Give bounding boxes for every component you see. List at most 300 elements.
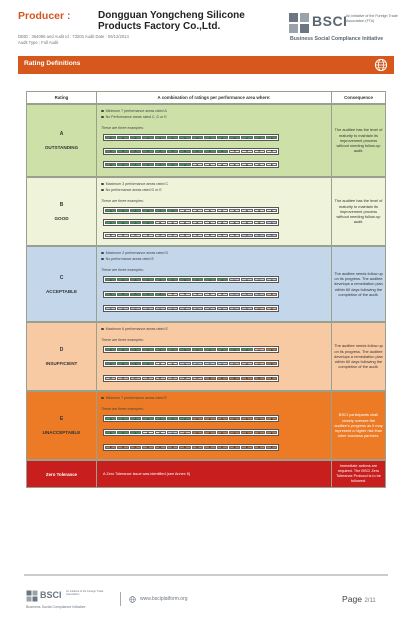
criteria-item bbox=[101, 115, 167, 119]
rating-box: D bbox=[167, 377, 178, 380]
rating-box: B bbox=[167, 362, 178, 365]
rating-box: A bbox=[167, 163, 178, 166]
rating-box: B bbox=[142, 431, 153, 434]
consequence-cell: The auditee has the level of maturity to maintain its improvement process without needing follow-up audit. bbox=[332, 105, 385, 176]
section-title-bar bbox=[18, 56, 394, 74]
rating-box: B bbox=[266, 209, 277, 212]
example-sequence bbox=[103, 291, 279, 298]
rating-box: B bbox=[204, 221, 215, 224]
zero-tolerance-label: Zero Tolerance bbox=[27, 461, 97, 487]
rating-box: A bbox=[117, 348, 128, 351]
rating-box: B bbox=[192, 163, 203, 166]
rating-box: A bbox=[204, 150, 215, 153]
rating-box: A bbox=[167, 136, 178, 139]
rating-box: A bbox=[117, 362, 128, 365]
rating-box: D bbox=[266, 293, 277, 296]
zero-tolerance-consequence: Immediate actions are required. The BSCI Zero Tolerance Protocol is to be followed. bbox=[332, 461, 385, 487]
bullet-icon bbox=[101, 328, 104, 331]
rating-box: B bbox=[179, 209, 190, 212]
rating-box: A bbox=[179, 150, 190, 153]
rating-box: C bbox=[266, 221, 277, 224]
rating-box: B bbox=[204, 209, 215, 212]
example-sequence bbox=[103, 232, 279, 239]
rating-box: C bbox=[217, 362, 228, 365]
zero-tolerance-criteria-cell bbox=[97, 461, 332, 487]
rating-box: B bbox=[217, 163, 228, 166]
rating-box: E bbox=[217, 446, 228, 449]
combination-cell bbox=[97, 105, 332, 176]
criteria-text: Minimum 7 performance areas rated A bbox=[105, 109, 167, 113]
rating-box: E bbox=[266, 417, 277, 420]
rating-box: D bbox=[130, 377, 141, 380]
rating-letter: C bbox=[59, 274, 64, 281]
example-sequence bbox=[103, 161, 279, 168]
examples-label: These are three examples: bbox=[101, 268, 144, 272]
rating-box: A bbox=[130, 348, 141, 351]
rating-box: B bbox=[155, 221, 166, 224]
consequence-cell: The auditee needs follow up on its progress. The auditee develops a remediation plan within 60 days following the completion of the audit. bbox=[332, 247, 385, 321]
rating-box: E bbox=[192, 417, 203, 420]
rating-row-d bbox=[26, 322, 386, 391]
rating-box: C bbox=[204, 362, 215, 365]
rating-box: A bbox=[117, 136, 128, 139]
combination-cell bbox=[97, 247, 332, 321]
bullet-icon bbox=[101, 183, 104, 186]
rating-box: D bbox=[155, 377, 166, 380]
rating-box: E bbox=[204, 377, 215, 380]
criteria-text: Maximum 3 performance areas rated C bbox=[105, 182, 169, 186]
rating-box: B bbox=[204, 163, 215, 166]
consequence-cell: The auditee needs follow up on its progress. The auditee develops a remediation plan within 60 days following the completion of the audit. bbox=[332, 323, 385, 390]
example-sequence bbox=[103, 429, 279, 436]
rating-box: B bbox=[254, 150, 265, 153]
examples-label: These are three examples: bbox=[101, 126, 144, 130]
rating-box: A bbox=[105, 221, 116, 224]
zero-tolerance-criteria: A Zero Tolerance issue was identified (see Annex 5) bbox=[103, 472, 191, 476]
example-sequence bbox=[103, 360, 279, 367]
rating-box: A bbox=[105, 293, 116, 296]
rating-box: E bbox=[229, 446, 240, 449]
rating-letter: A bbox=[59, 131, 64, 137]
rating-box: E bbox=[254, 446, 265, 449]
company-name: Dongguan Yongcheng Silicone Products Factory Co.,Ltd. bbox=[98, 10, 245, 32]
rating-box: A bbox=[130, 417, 141, 420]
rating-box: A bbox=[229, 136, 240, 139]
bullet-icon bbox=[101, 397, 104, 400]
rating-box: E bbox=[229, 377, 240, 380]
rating-box: E bbox=[217, 417, 228, 420]
bsci-mark-icon bbox=[288, 12, 310, 34]
rating-box: B bbox=[229, 234, 240, 237]
bullet-icon bbox=[101, 252, 104, 255]
rating-row-a bbox=[26, 104, 386, 177]
rating-box: C bbox=[254, 278, 265, 281]
rating-box: C bbox=[105, 307, 116, 310]
rating-box: D bbox=[229, 362, 240, 365]
rating-name: GOOD bbox=[54, 216, 69, 221]
rating-box: C bbox=[241, 293, 252, 296]
bsci-logo bbox=[288, 10, 400, 44]
rating-box: B bbox=[254, 209, 265, 212]
rating-cell bbox=[27, 323, 97, 390]
rating-box: A bbox=[142, 136, 153, 139]
examples-label: These are three examples: bbox=[101, 338, 144, 342]
rating-box: E bbox=[241, 431, 252, 434]
rating-box: E bbox=[204, 446, 215, 449]
rating-box: D bbox=[192, 377, 203, 380]
rating-box: B bbox=[167, 234, 178, 237]
rating-box: E bbox=[241, 377, 252, 380]
rating-box: B bbox=[192, 293, 203, 296]
rating-box: B bbox=[229, 221, 240, 224]
example-sequence bbox=[103, 134, 279, 141]
example-sequence bbox=[103, 148, 279, 155]
rating-box: A bbox=[192, 278, 203, 281]
rating-row-c bbox=[26, 246, 386, 322]
rating-box: B bbox=[266, 163, 277, 166]
rating-box: A bbox=[130, 136, 141, 139]
rating-box: E bbox=[266, 377, 277, 380]
rating-box: D bbox=[241, 362, 252, 365]
rating-row-b bbox=[26, 177, 386, 246]
rating-box: B bbox=[229, 163, 240, 166]
rating-box: A bbox=[179, 136, 190, 139]
rating-box: C bbox=[204, 307, 215, 310]
footer-logo-subtitle: An initiative of the Foreign Trade Association bbox=[66, 590, 104, 597]
rating-box: A bbox=[130, 293, 141, 296]
page-number-value: 2/11 bbox=[364, 598, 376, 604]
rating-box: A bbox=[130, 150, 141, 153]
rating-box: A bbox=[155, 417, 166, 420]
rating-box: B bbox=[229, 150, 240, 153]
rating-box: A bbox=[179, 163, 190, 166]
rating-box: D bbox=[254, 348, 265, 351]
bullet-icon bbox=[101, 116, 104, 119]
example-sequence bbox=[103, 444, 279, 451]
rating-box: A bbox=[155, 293, 166, 296]
rating-box: A bbox=[254, 136, 265, 139]
rating-box: C bbox=[167, 307, 178, 310]
criteria-text: Maximum 2 performance areas rated D bbox=[105, 251, 169, 255]
rating-box: A bbox=[130, 209, 141, 212]
rating-box: C bbox=[266, 234, 277, 237]
rating-box: A bbox=[155, 278, 166, 281]
globe-icon bbox=[374, 58, 388, 72]
rating-box: E bbox=[217, 377, 228, 380]
rating-box: A bbox=[142, 417, 153, 420]
rating-box: E bbox=[179, 446, 190, 449]
bullet-icon bbox=[101, 258, 104, 261]
rating-box: E bbox=[192, 446, 203, 449]
rating-box: B bbox=[192, 209, 203, 212]
rating-box: D bbox=[105, 377, 116, 380]
rating-box: B bbox=[179, 293, 190, 296]
rating-name: OUTSTANDING bbox=[44, 145, 79, 150]
header-rating: Rating bbox=[27, 92, 97, 103]
rating-box: B bbox=[254, 163, 265, 166]
rating-box: A bbox=[217, 278, 228, 281]
criteria-text: No performance areas rated E bbox=[105, 257, 154, 261]
rating-box: C bbox=[241, 278, 252, 281]
rating-cell bbox=[27, 178, 97, 245]
rating-box: A bbox=[117, 278, 128, 281]
audit-meta-line: DBID : 364096 and Audit Id : 73203 Audit Date : 06/12/2014 bbox=[18, 34, 129, 39]
rating-box: D bbox=[179, 431, 190, 434]
combination-cell bbox=[97, 178, 332, 245]
rating-box: B bbox=[217, 234, 228, 237]
rating-box: D bbox=[179, 377, 190, 380]
rating-box: A bbox=[105, 278, 116, 281]
globe-icon bbox=[129, 596, 136, 603]
rating-box: A bbox=[117, 293, 128, 296]
rating-box: B bbox=[229, 209, 240, 212]
rating-box: E bbox=[266, 348, 277, 351]
rating-box: C bbox=[155, 307, 166, 310]
rating-box: B bbox=[217, 209, 228, 212]
rating-box: C bbox=[130, 307, 141, 310]
rating-box: A bbox=[179, 348, 190, 351]
rating-box: E bbox=[117, 446, 128, 449]
rating-box: C bbox=[266, 278, 277, 281]
rating-box: B bbox=[155, 234, 166, 237]
page-header bbox=[18, 10, 398, 46]
rating-box: B bbox=[155, 362, 166, 365]
rating-box: A bbox=[142, 278, 153, 281]
rating-box: B bbox=[167, 221, 178, 224]
rating-box: A bbox=[241, 348, 252, 351]
rating-box: A bbox=[105, 431, 116, 434]
rating-box: D bbox=[266, 307, 277, 310]
criteria-text: Minimum 7 performance areas rated E bbox=[105, 396, 167, 400]
rating-box: A bbox=[130, 431, 141, 434]
combination-cell bbox=[97, 323, 332, 390]
rating-box: B bbox=[192, 221, 203, 224]
rating-box: C bbox=[241, 307, 252, 310]
rating-box: B bbox=[204, 234, 215, 237]
rating-box: A bbox=[167, 150, 178, 153]
rating-box: B bbox=[254, 221, 265, 224]
rating-box: A bbox=[192, 136, 203, 139]
example-sequence bbox=[103, 305, 279, 312]
rating-cell bbox=[27, 105, 97, 176]
rating-box: B bbox=[241, 150, 252, 153]
rating-box: A bbox=[155, 209, 166, 212]
rating-box: B bbox=[130, 234, 141, 237]
footer-logo-word: BSCI bbox=[40, 590, 62, 600]
consequence-cell: The auditee has the level of maturity to maintain its improvement process without needing follow-up audit. bbox=[332, 178, 385, 245]
rating-box: C bbox=[229, 278, 240, 281]
website-link[interactable]: www.bsciplatform.org bbox=[140, 596, 188, 602]
rating-box: B bbox=[155, 431, 166, 434]
rating-box: B bbox=[217, 293, 228, 296]
footer-website bbox=[120, 592, 188, 606]
rating-box: A bbox=[217, 348, 228, 351]
rating-box: A bbox=[167, 209, 178, 212]
rating-box: C bbox=[192, 362, 203, 365]
rating-box: E bbox=[266, 431, 277, 434]
criteria-item bbox=[101, 327, 168, 331]
rating-box: A bbox=[130, 362, 141, 365]
rating-name: ACCEPTABLE bbox=[45, 288, 78, 294]
example-sequence bbox=[103, 375, 279, 382]
rating-box: C bbox=[167, 431, 178, 434]
rating-letter: D bbox=[59, 347, 64, 353]
rating-box: E bbox=[130, 446, 141, 449]
example-sequence bbox=[103, 346, 279, 353]
footer-bsci-logo bbox=[26, 588, 116, 612]
logo-tagline: Business Social Compliance Initiative bbox=[290, 36, 384, 42]
rating-box: B bbox=[179, 234, 190, 237]
rating-box: E bbox=[155, 446, 166, 449]
rating-box: B bbox=[241, 209, 252, 212]
rating-box: B bbox=[217, 221, 228, 224]
rating-box: E bbox=[241, 417, 252, 420]
rating-box: D bbox=[117, 377, 128, 380]
example-sequence bbox=[103, 276, 279, 283]
criteria-item bbox=[101, 188, 162, 192]
rating-box: A bbox=[130, 163, 141, 166]
zero-tolerance-row bbox=[26, 460, 386, 488]
rating-box: B bbox=[266, 150, 277, 153]
rating-box: A bbox=[204, 136, 215, 139]
rating-box: C bbox=[117, 307, 128, 310]
criteria-item bbox=[101, 109, 167, 113]
rating-box: E bbox=[204, 417, 215, 420]
rating-box: A bbox=[105, 417, 116, 420]
producer-label: Producer : bbox=[18, 10, 71, 22]
rating-box: E bbox=[254, 377, 265, 380]
rating-name: INSUFFICIENT bbox=[45, 361, 78, 366]
rating-box: B bbox=[142, 234, 153, 237]
rating-box: A bbox=[105, 163, 116, 166]
section-title: Rating Definitions bbox=[24, 60, 81, 67]
rating-box: A bbox=[142, 362, 153, 365]
example-sequence bbox=[103, 219, 279, 226]
rating-box: C bbox=[179, 307, 190, 310]
rating-box: C bbox=[229, 307, 240, 310]
rating-box: D bbox=[254, 362, 265, 365]
rating-box: A bbox=[105, 362, 116, 365]
rating-box: B bbox=[117, 234, 128, 237]
page-number bbox=[342, 594, 376, 604]
rating-box: E bbox=[192, 431, 203, 434]
rating-box: A bbox=[241, 136, 252, 139]
rating-box: A bbox=[204, 348, 215, 351]
page-label-text: Page bbox=[342, 594, 363, 604]
rating-box: D bbox=[142, 377, 153, 380]
rating-letter: B bbox=[59, 202, 64, 208]
rating-box: C bbox=[217, 307, 228, 310]
rating-box: E bbox=[254, 431, 265, 434]
rating-box: E bbox=[204, 431, 215, 434]
rating-box: B bbox=[204, 293, 215, 296]
rating-box: A bbox=[217, 136, 228, 139]
bsci-mark-icon bbox=[26, 590, 38, 602]
bullet-icon bbox=[101, 189, 104, 192]
rating-box: E bbox=[241, 446, 252, 449]
rating-box: A bbox=[142, 221, 153, 224]
rating-box: A bbox=[192, 150, 203, 153]
rating-box: A bbox=[105, 150, 116, 153]
rating-box: E bbox=[217, 431, 228, 434]
header-consequence: Consequence bbox=[332, 92, 385, 103]
rating-box: A bbox=[117, 431, 128, 434]
criteria-item bbox=[101, 396, 167, 400]
examples-label: These are three examples: bbox=[101, 407, 144, 411]
rating-box: C bbox=[192, 307, 203, 310]
criteria-text: No Performance areas rated C, D or E bbox=[105, 115, 167, 119]
rating-box: A bbox=[266, 136, 277, 139]
rating-box: B bbox=[192, 234, 203, 237]
rating-box: B bbox=[167, 293, 178, 296]
rating-box: A bbox=[142, 293, 153, 296]
rating-box: C bbox=[241, 234, 252, 237]
rating-box: E bbox=[105, 446, 116, 449]
rating-box: A bbox=[217, 150, 228, 153]
logo-word: BSCI bbox=[312, 13, 348, 29]
rating-box: A bbox=[155, 163, 166, 166]
rating-box: A bbox=[117, 163, 128, 166]
example-sequence bbox=[103, 207, 279, 214]
example-sequence bbox=[103, 415, 279, 422]
rating-box: E bbox=[266, 362, 277, 365]
criteria-item bbox=[101, 251, 168, 255]
rating-box: A bbox=[155, 150, 166, 153]
footer-logo-tagline: Business Social Compliance Initiative bbox=[26, 605, 86, 609]
criteria-item bbox=[101, 257, 154, 261]
rating-box: E bbox=[229, 431, 240, 434]
rating-box: A bbox=[192, 348, 203, 351]
criteria-text: No performance areas rated D or E bbox=[105, 188, 162, 192]
rating-box: A bbox=[142, 209, 153, 212]
rating-box: C bbox=[142, 307, 153, 310]
rating-box: A bbox=[167, 278, 178, 281]
rating-box: D bbox=[254, 307, 265, 310]
rating-row-e bbox=[26, 391, 386, 460]
rating-box: B bbox=[179, 221, 190, 224]
header-combination: A combination of ratings per performance area where: bbox=[97, 92, 332, 103]
consequence-cell: BSCI participants shall closely oversee the auditee's progress as it may represent a higher risk than other business partners. bbox=[332, 392, 385, 459]
rating-cell bbox=[27, 392, 97, 459]
rating-box: A bbox=[155, 348, 166, 351]
footer-divider bbox=[24, 574, 388, 576]
table-header bbox=[26, 91, 386, 104]
rating-box: C bbox=[254, 293, 265, 296]
rating-cell bbox=[27, 247, 97, 321]
combination-cell bbox=[97, 392, 332, 459]
rating-box: B bbox=[241, 221, 252, 224]
criteria-item bbox=[101, 182, 168, 186]
rating-box: C bbox=[229, 293, 240, 296]
rating-box: A bbox=[167, 417, 178, 420]
rating-box: A bbox=[117, 221, 128, 224]
examples-label: These are three examples: bbox=[101, 199, 144, 203]
rating-box: E bbox=[167, 446, 178, 449]
rating-box: C bbox=[179, 362, 190, 365]
rating-box: B bbox=[105, 234, 116, 237]
rating-box: A bbox=[105, 348, 116, 351]
rating-box: A bbox=[117, 209, 128, 212]
logo-subtitle: An initiative of the Foreign Trade Association (FTA) bbox=[346, 14, 398, 23]
rating-box: A bbox=[130, 278, 141, 281]
criteria-text: Maximum 6 performance areas rated E bbox=[105, 327, 168, 331]
rating-box: A bbox=[167, 348, 178, 351]
rating-box: E bbox=[229, 417, 240, 420]
rating-box: A bbox=[105, 136, 116, 139]
rating-box: A bbox=[204, 278, 215, 281]
rating-box: A bbox=[105, 209, 116, 212]
rating-letter: E bbox=[59, 416, 64, 422]
